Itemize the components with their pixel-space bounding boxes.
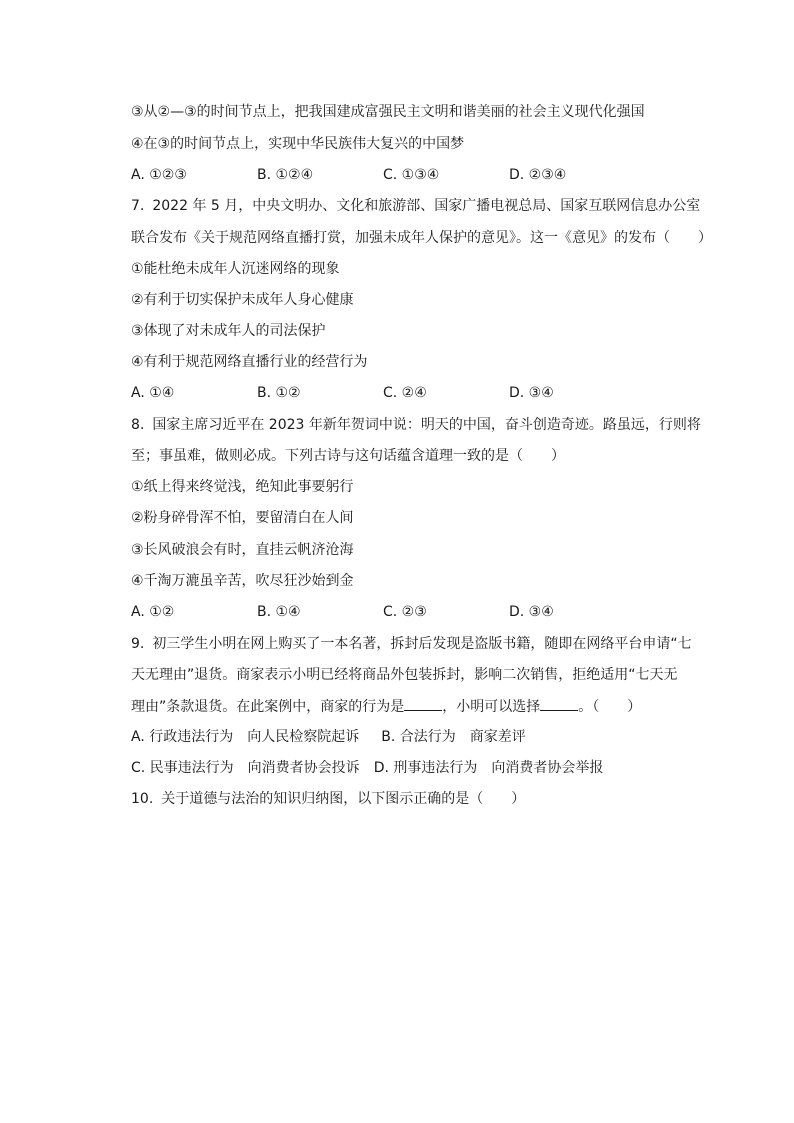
q9-options-row-1 — [131, 727, 526, 747]
q8-option-b[interactable]: B. ①④ — [257, 604, 301, 620]
q6-item-4: ④在③的时间节点上，实现中华民族伟大复兴的中国梦 — [131, 136, 465, 152]
q10-number: 10. — [131, 791, 154, 807]
q7-item-4: ④有利于规范网络直播行业的经营行为 — [131, 354, 368, 370]
q9-stem-line-1 — [131, 634, 692, 654]
q9-stem-line-3 — [131, 696, 641, 717]
q7-item-2: ②有利于切实保护未成年人身心健康 — [131, 292, 354, 308]
q8-stem-text-1: 国家主席习近平在 2023 年新年贺词中说：明天的中国，奋斗创造奇迹。路虽远，行则将 — [152, 417, 701, 433]
q6-option-d[interactable]: D. ②③④ — [509, 167, 567, 183]
q8-option-d[interactable]: D. ③④ — [509, 604, 554, 620]
q7-stem-line-1 — [131, 196, 700, 216]
q9-blank-1[interactable] — [404, 696, 442, 711]
q8-option-a[interactable]: A. ①② — [131, 604, 175, 620]
q7-option-d[interactable]: D. ③④ — [509, 385, 554, 401]
q7-item-1: ①能杜绝未成年人沉迷网络的现象 — [131, 261, 340, 277]
q8-option-c[interactable]: C. ②③ — [383, 604, 427, 620]
q9-stem-text-3b: ，小明可以选择 — [442, 699, 541, 715]
q9-stem-text-3a: 理由”条款退货。在此案例中，商家的行为是 — [131, 699, 405, 715]
q7-stem-line-2: 联合发布《关于规范网络直播打赏，加强未成年人保护的意见》。这一《意见》的发布（ ） — [131, 230, 712, 246]
q6-item-3: ③从②—③的时间节点上，把我国建成富强民主文明和谐美丽的社会主义现代化强国 — [131, 104, 645, 120]
q9-options-row-2 — [131, 758, 603, 778]
q9-stem-text-1: 初三学生小明在网上购买了一本名著，拆封后发现是盗版书籍，随即在网络平台申请“七 — [152, 636, 692, 652]
q9-blank-2[interactable] — [540, 696, 578, 711]
q8-stem-line-2: 至；事虽难，做则必成。下列古诗与这句话蕴含道理一致的是（ ） — [131, 448, 565, 464]
q7-item-3: ③体现了对未成年人的司法保护 — [131, 323, 326, 339]
q9-stem-line-2: 天无理由”退货。商家表示小明已经将商品外包装拆封，影响二次销售，拒绝适用“七天无 — [131, 667, 678, 683]
q8-number: 8. — [131, 417, 145, 433]
q10-stem-text-1: 关于道德与法治的知识归纳图，以下图示正确的是（ ） — [161, 791, 526, 807]
q10-stem-line-1 — [131, 789, 525, 809]
q8-stem-line-1 — [131, 415, 701, 435]
q9-number: 9. — [131, 636, 145, 652]
q9-option-d[interactable]: D. 刑事违法行为 向消费者协会举报 — [373, 760, 604, 776]
q8-item-4: ④千淘万漉虽辛苦，吹尽狂沙始到金 — [131, 573, 354, 589]
q7-option-c[interactable]: C. ②④ — [383, 385, 427, 401]
q8-item-1: ①纸上得来终觉浅，绝知此事要躬行 — [131, 479, 354, 495]
q7-option-a[interactable]: A. ①④ — [131, 385, 175, 401]
q7-number: 7. — [131, 198, 145, 214]
q7-stem-text-1: 2022 年 5 月，中央文明办、文化和旅游部、国家广播电视总局、国家互联网信息办公室 — [152, 198, 701, 214]
q9-stem-text-3c: 。（ ） — [578, 699, 642, 715]
q6-option-b[interactable]: B. ①②④ — [257, 167, 314, 183]
q6-option-c[interactable]: C. ①③④ — [383, 167, 440, 183]
q8-item-2: ②粉身碎骨浑不怕，要留清白在人间 — [131, 510, 354, 526]
q9-option-c[interactable]: C. 民事违法行为 向消费者协会投诉 — [131, 760, 360, 776]
q9-option-b[interactable]: B. 合法行为 商家差评 — [381, 729, 526, 745]
q9-option-a[interactable]: A. 行政违法行为 向人民检察院起诉 — [131, 729, 360, 745]
q7-option-b[interactable]: B. ①② — [257, 385, 301, 401]
q6-option-a[interactable]: A. ①②③ — [131, 167, 187, 183]
q8-item-3: ③长风破浪会有时，直挂云帆济沧海 — [131, 542, 354, 558]
